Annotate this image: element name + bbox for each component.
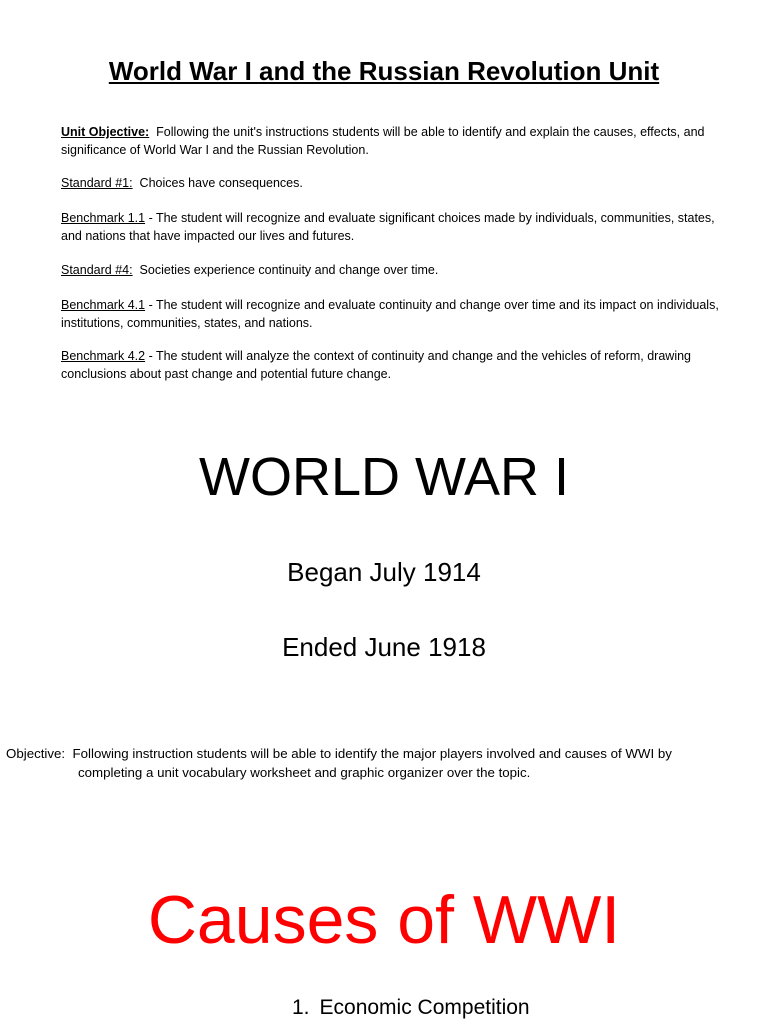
benchmark-4-2-label: Benchmark 4.2	[61, 349, 146, 363]
benchmark-4-1	[61, 297, 721, 332]
began-date: Began July 1914	[287, 557, 481, 587]
lesson-objective-line-2	[6, 763, 761, 782]
standard-1-label: Standard #1:	[61, 176, 133, 190]
benchmark-4-2-text: - The student will analyze the context of continuity and change and the vehicles of reform, drawing conclusions about past change and potential future change.	[61, 349, 692, 381]
standard-1	[61, 175, 721, 193]
list-item-number: 1.	[292, 996, 310, 1019]
standard-4	[61, 262, 721, 280]
unit-objective	[61, 124, 721, 159]
causes-heading: Causes of WWI	[147, 882, 621, 958]
lesson-objective-text-2: completing a unit vocabulary worksheet and graphic organizer over the topic.	[78, 765, 531, 780]
benchmark-4-1-label: Benchmark 4.1	[61, 298, 146, 312]
benchmark-1-1	[61, 210, 721, 245]
list-item	[292, 994, 530, 1022]
section-heading: WORLD WAR I	[199, 447, 569, 507]
ended-date: Ended June 1918	[282, 632, 486, 662]
standard-4-text: Societies experience continuity and change over time.	[139, 263, 439, 277]
standard-1-text: Choices have consequences.	[139, 176, 303, 190]
lesson-objective-text-1: Following instruction students will be able to identify the major players involved and causes of WWI by	[72, 746, 672, 761]
benchmark-4-2	[61, 348, 721, 383]
lesson-objective	[6, 744, 761, 782]
list-item-label: Economic Competition	[319, 996, 530, 1019]
unit-objective-label: Unit Objective:	[61, 125, 150, 139]
standard-4-label: Standard #4:	[61, 263, 133, 277]
lesson-objective-label: Objective:	[6, 746, 66, 761]
lesson-objective-line-1	[6, 744, 761, 763]
unit-objective-text: Following the unit's instructions students will be able to identify and explain the causes, effects, and significance of World War I and the Russian Revolution.	[61, 125, 705, 157]
document-title: World War I and the Russian Revolution Unit	[108, 56, 660, 86]
benchmark-4-1-text: - The student will recognize and evaluate continuity and change over time and its impact on individuals, institutions, communities, states, and nations.	[61, 298, 719, 330]
benchmark-1-1-label: Benchmark 1.1	[61, 211, 146, 225]
benchmark-1-1-text: - The student will recognize and evaluate significant choices made by individuals, communities, states, and nations that have impacted our lives and futures.	[61, 211, 715, 243]
